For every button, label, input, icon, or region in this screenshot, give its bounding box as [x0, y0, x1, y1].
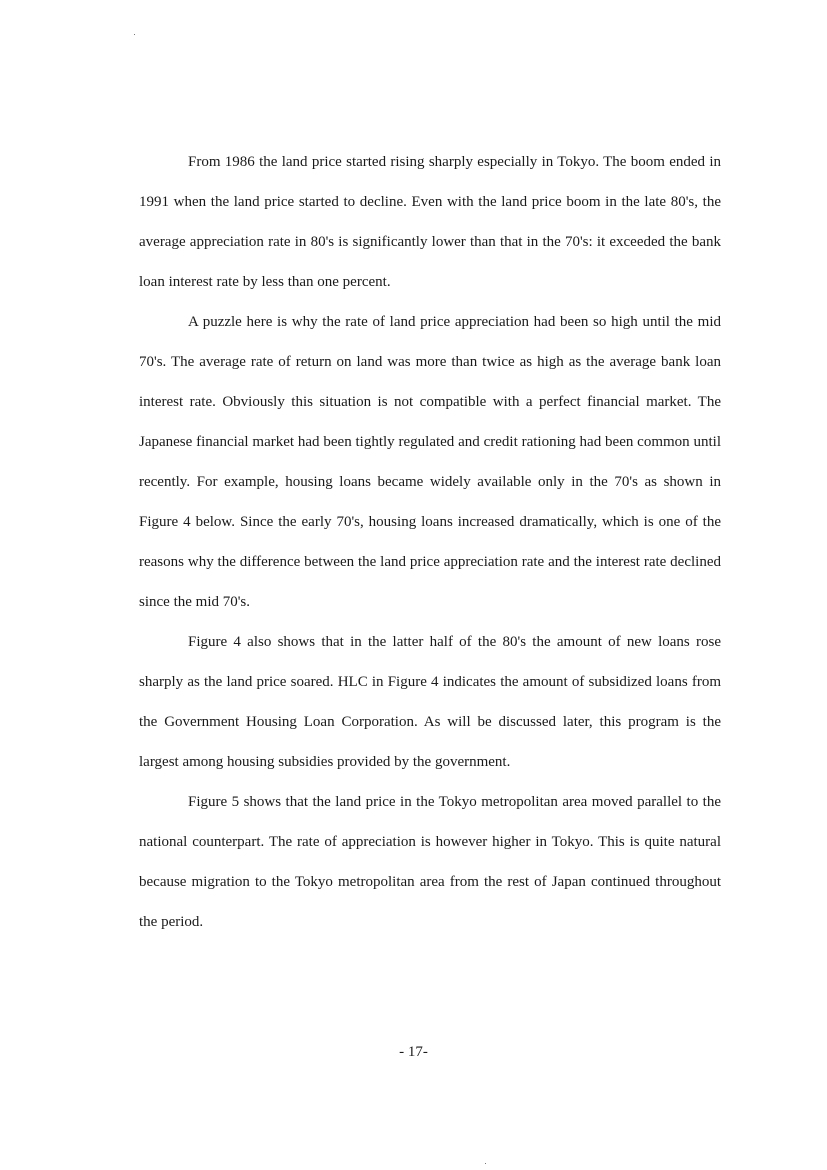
- paragraph: A puzzle here is why the rate of land price appreciation had been so high until the mid 70's. The average rate of return on land was more than twice as high as the average bank loan interest rate. Obviously this situation is not compatible with a perfect financial market. The Japanese financial market had been tightly regulated and credit rationing had been common until recently. For example, housing loans became widely available only in the 70's as shown in Figure 4 below. Since the early 70's, housing loans increased dramatically, which is one of the reasons why the difference between the land price appreciation rate and the interest rate declined since the mid 70's.: [139, 314, 721, 610]
- paragraph: Figure 5 shows that the land price in the Tokyo metropolitan area moved parallel to the national counterpart. The rate of appreciation is however higher in Tokyo. This is quite natural because migration to the Tokyo metropolitan area from the rest of Japan continued throughout the period.: [139, 794, 721, 930]
- body-text: [139, 142, 721, 942]
- paragraph: From 1986 the land price started rising sharply especially in Tokyo. The boom ended in 1991 when the land price started to decline. Even with the land price boom in the late 80's, the average appreciation rate in 80's is significantly lower than that in the 70's: it exceeded the bank loan interest rate by less than one percent.: [139, 154, 721, 290]
- paragraph: Figure 4 also shows that in the latter half of the 80's the amount of new loans rose sharply as the land price soared. HLC in Figure 4 indicates the amount of subsidized loans from the Government Housing Loan Corporation. As will be discussed later, this program is the largest among housing subsidies provided by the government.: [139, 634, 721, 770]
- page-number: - 17-: [399, 1044, 428, 1060]
- scan-speck: [485, 1163, 486, 1164]
- scan-speck: [134, 34, 135, 35]
